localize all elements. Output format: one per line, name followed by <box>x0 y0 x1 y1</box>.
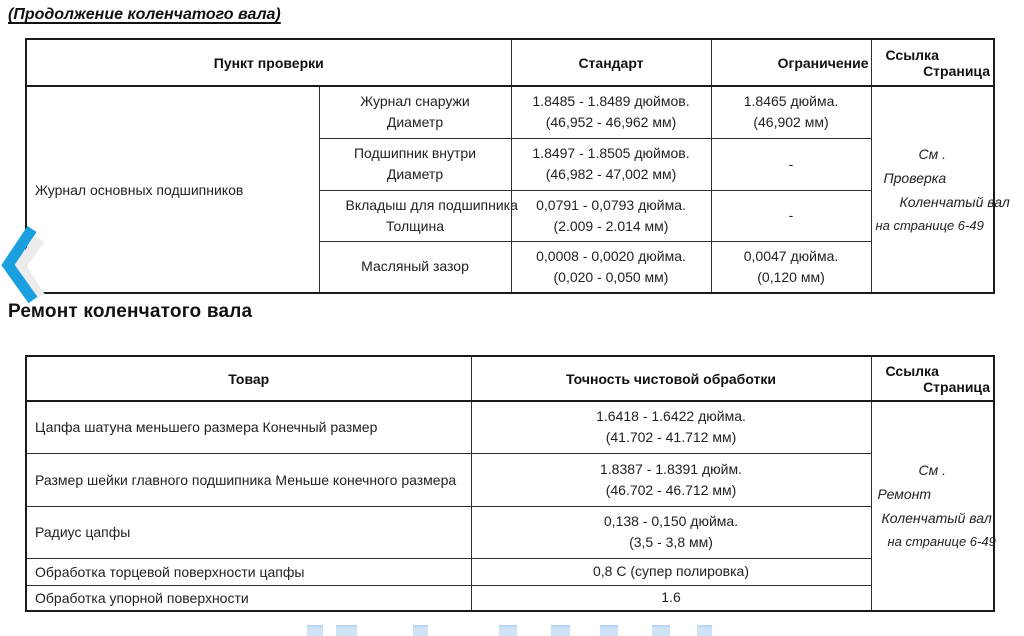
cell-limit <box>711 138 871 190</box>
cell-reference <box>871 86 1010 293</box>
cell-finish <box>471 453 871 506</box>
header-reference <box>871 39 994 86</box>
standard-line1: 0,0791 - 0,0793 дюйма. <box>536 196 686 213</box>
cell-limit <box>711 86 871 138</box>
cell-item: Обработка торцевой поверхности цапфы <box>26 558 471 585</box>
header-reference-line2: Страница <box>923 378 990 395</box>
subitem-line1: Журнал снаружи <box>360 93 470 110</box>
finish-line2: (41.702 - 41.712 мм) <box>605 429 737 446</box>
cell-subitem <box>319 86 511 138</box>
section-heading: Ремонт коленчатого вала <box>8 301 253 322</box>
table-header-row <box>26 39 994 86</box>
cell-reference <box>871 401 994 611</box>
header-item: Товар <box>26 356 471 401</box>
limit-line1: 1.8465 дюйма. <box>743 93 839 110</box>
cell-finish <box>471 506 871 558</box>
reference-line1: См . <box>918 145 946 162</box>
subitem-line1: Масляный зазор <box>361 258 469 275</box>
subitem-line2: Диаметр <box>386 166 444 182</box>
cell-item: Цапфа шатуна меньшего размера Конечный размер <box>26 401 471 453</box>
reference-line1: См . <box>918 462 946 478</box>
cell-item: Размер шейки главного подшипника Меньше конечного размера <box>26 453 471 506</box>
standard-line1: 1.8485 - 1.8489 дюймов. <box>532 93 690 110</box>
page-title: (Продолжение коленчатого вала) <box>8 6 281 23</box>
cell-subitem <box>319 241 511 293</box>
reference-line3: Коленчатый вал <box>881 510 992 526</box>
standard-line2: (46,982 - 47,002 мм) <box>545 166 677 182</box>
cell-subitem <box>319 138 511 190</box>
finish-line2: (46.702 - 46.712 мм) <box>605 481 737 498</box>
finish-line1: 0,138 - 0,150 дюйма. <box>603 513 739 529</box>
cell-finish <box>471 585 871 611</box>
limit-line1: 0,0047 дюйма. <box>743 247 839 264</box>
finish-line2: (3,5 - 3,8 мм) <box>629 534 713 550</box>
finish-line1: 1.8387 - 1.8391 дюйм. <box>600 460 742 477</box>
cell-finish <box>471 401 871 453</box>
cell-subitem <box>319 190 518 241</box>
header-reference-line1: Ссылка <box>885 362 939 379</box>
table-row <box>26 585 994 611</box>
standard-line2: (0,020 - 0,050 мм) <box>553 268 669 285</box>
header-limit: Ограничение <box>711 39 871 86</box>
limit-line1: - <box>788 207 794 223</box>
chevron-left-icon[interactable] <box>0 221 49 309</box>
subitem-line2: Толщина <box>386 217 444 234</box>
table-row <box>26 558 994 585</box>
cell-standard <box>511 138 711 190</box>
cell-group-label: Журнал основных подшипников <box>26 86 319 293</box>
repair-table <box>25 355 995 612</box>
cell-limit <box>711 190 871 241</box>
cell-standard <box>511 190 711 241</box>
header-item: Пункт проверки <box>26 39 511 86</box>
subitem-line1: Подшипник внутри <box>353 145 477 161</box>
cell-standard <box>511 241 711 293</box>
cell-item: Обработка упорной поверхности <box>26 585 471 611</box>
standard-line2: (2.009 - 2.014 мм) <box>553 217 669 234</box>
table-row <box>26 506 994 558</box>
table-header-row <box>26 356 994 401</box>
finish-line1: 1.6418 - 1.6422 дюйма. <box>596 408 746 425</box>
reference-line2: Проверка <box>883 169 947 186</box>
limit-line1: - <box>788 155 794 172</box>
reference-line2: Ремонт <box>877 486 932 502</box>
table-row <box>26 453 994 506</box>
standard-line1: 1.8497 - 1.8505 дюймов. <box>532 145 690 161</box>
inspection-table <box>25 38 1010 294</box>
cell-standard <box>511 86 711 138</box>
standard-line1: 0,0008 - 0,0020 дюйма. <box>536 247 686 264</box>
finish-line1: 1.6 <box>661 589 681 606</box>
subitem-line1: Вкладыш для подшипника <box>345 196 518 213</box>
table-row <box>26 86 994 138</box>
header-finish: Точность чистовой обработки <box>471 356 871 401</box>
cell-limit <box>711 241 871 293</box>
limit-line2: (46,902 мм) <box>753 114 829 131</box>
table-row <box>26 401 994 453</box>
limit-line2: (0,120 мм) <box>757 268 825 285</box>
reference-line4: на странице 6-49 <box>887 534 996 549</box>
cell-finish <box>471 558 871 585</box>
header-reference <box>871 356 994 401</box>
cell-item: Радиус цапфы <box>26 506 471 558</box>
header-reference-line2: Страница <box>923 62 990 79</box>
subitem-line2: Диаметр <box>386 114 444 131</box>
header-reference-line1: Ссылка <box>885 46 939 63</box>
header-standard: Стандарт <box>511 39 711 86</box>
standard-line2: (46,952 - 46,962 мм) <box>545 114 677 131</box>
reference-line3: Коленчатый вал <box>899 193 1010 210</box>
finish-line1: 0,8 С (супер полировка) <box>593 563 749 579</box>
reference-line4: на странице 6-49 <box>875 217 984 233</box>
